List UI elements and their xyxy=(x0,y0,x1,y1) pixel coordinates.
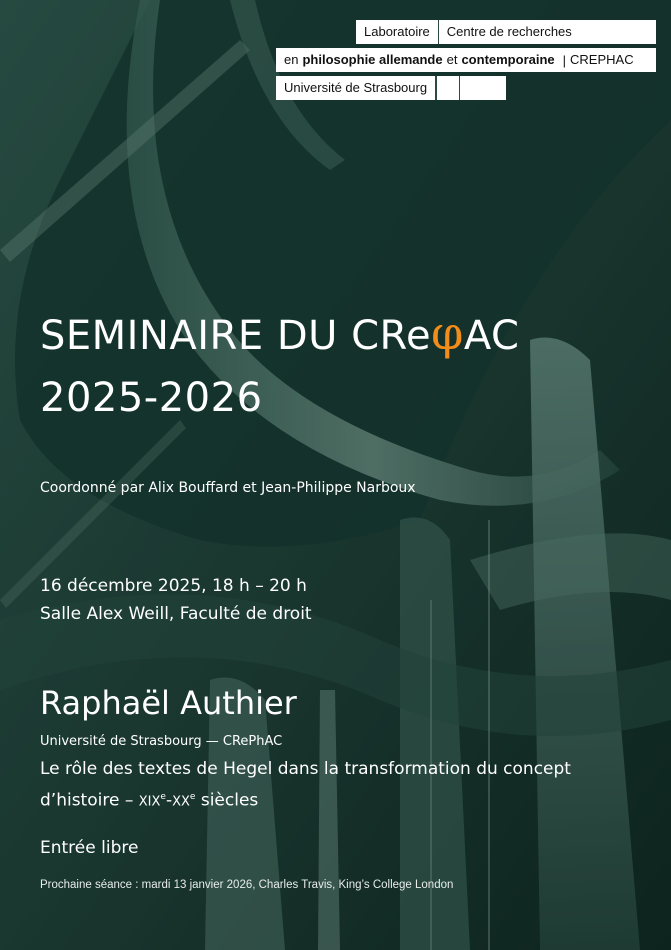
session-date-time: 16 décembre 2025, 18 h – 20 h xyxy=(40,576,307,596)
title-prefix: SEMINAIRE DU CRe xyxy=(40,313,432,359)
coordination-text: Coordonné par Alix Bouffard et Jean-Philippe Narboux xyxy=(40,480,416,496)
entry-info: Entrée libre xyxy=(40,838,139,858)
century-20: XX xyxy=(172,794,190,810)
title-line-1 xyxy=(40,302,519,367)
phi-symbol: φ xyxy=(431,306,464,360)
talk-prefix: d’histoire – xyxy=(40,790,139,811)
century-dash: - xyxy=(165,790,173,811)
logo-en: en xyxy=(284,52,299,67)
century-19-sup: e xyxy=(160,792,166,802)
logo-row-3 xyxy=(276,76,506,100)
title-year: 2025-2026 xyxy=(40,375,263,421)
logo-contemporaine: contemporaine xyxy=(461,52,555,67)
session-info xyxy=(40,572,312,628)
talk-title-line-1: Le rôle des textes de Hegel dans la transformation du concept xyxy=(40,759,571,779)
next-session: Prochaine séance : mardi 13 janvier 2026, Charles Travis, King’s College London xyxy=(40,879,454,891)
logo-et: et xyxy=(446,52,458,67)
session-location: Salle Alex Weill, Faculté de droit xyxy=(40,604,312,624)
century-19: XIX xyxy=(138,794,161,810)
talk-title-line-2 xyxy=(40,783,640,817)
logo-acronym: CREPHAC xyxy=(570,52,634,67)
logo-separator: | xyxy=(562,52,567,68)
century-20-sup: e xyxy=(189,792,196,802)
title-suffix: AC xyxy=(463,313,520,359)
speaker-name: Raphaël Authier xyxy=(40,684,297,722)
talk-suffix: siècles xyxy=(195,790,259,811)
logo-universite: Université de Strasbourg xyxy=(276,76,436,100)
logo-blank-cell xyxy=(436,76,459,100)
logo-centre: Centre de recherches xyxy=(446,24,572,39)
logo-row-2 xyxy=(276,48,656,72)
speaker-affiliation: Université de Strasbourg — CRePhAC xyxy=(40,734,283,749)
logo-philosophie: philosophie allemande xyxy=(302,52,443,67)
seminar-title xyxy=(40,302,519,429)
logo-row-1 xyxy=(356,20,656,44)
logo-blank-cell xyxy=(459,76,482,100)
logo-laboratoire: Laboratoire xyxy=(356,20,439,44)
talk-title xyxy=(40,755,640,817)
